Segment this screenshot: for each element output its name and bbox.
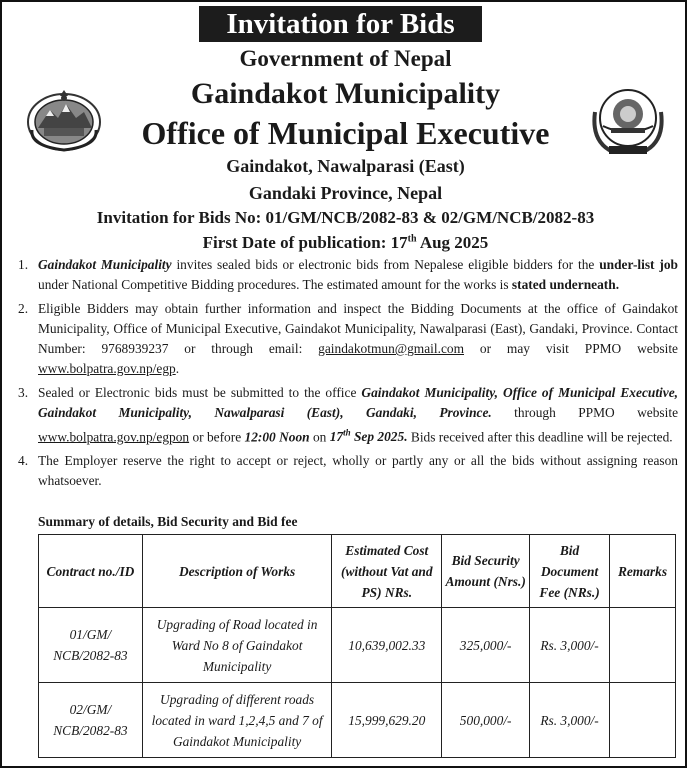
table-header-row <box>39 535 676 608</box>
cell-security: 325,000/- <box>442 608 530 683</box>
cell-fee: Rs. 3,000/- <box>530 608 610 683</box>
government-heading: Government of Nepal <box>239 46 452 71</box>
cell-cost: 10,639,002.33 <box>332 608 442 683</box>
header-description: Description of Works <box>142 535 332 608</box>
table-row <box>39 683 676 758</box>
cell-remarks <box>610 608 676 683</box>
office-heading: Office of Municipal Executive <box>141 115 550 151</box>
list-item: 1. Gaindakot Municipality invites sealed bids or electronic bids from Nepalese eligible bidders for the under-list job under National Competitive Bidding procedures. The estimated amount for the works is stated underneath. <box>18 257 678 292</box>
email-link[interactable]: gaindakotmun@gmail.com <box>318 341 465 356</box>
cell-contract: 02/GM/ NCB/2082-83 <box>39 683 143 758</box>
ppmo-website-link[interactable]: www.bolpatra.gov.np/egp <box>38 361 176 376</box>
header-remarks: Remarks <box>610 535 676 608</box>
notice-title: Invitation for Bids <box>199 6 482 42</box>
header-security: Bid Security Amount (Nrs.) <box>442 535 530 608</box>
list-item: 2. Eligible Bidders may obtain further information and inspect the Bidding Documents at the office of Gaindakot Municipality, Office of Municipal Executive, Gaindakot Municipality, Nawalparasi (East), Gandaki, Province. Contact Number: 9768939237 or through email: gaindakotmun@gmail.com or may visit PPMO website www.bolpatra.gov.np/egp. <box>18 301 678 376</box>
bid-summary-table <box>38 534 676 758</box>
cell-fee: Rs. 3,000/- <box>530 683 610 758</box>
list-item: 4. The Employer reserve the right to accept or reject, wholly or partly any or all the bids without assigning reason whatsoever. <box>18 453 678 489</box>
header-fee: Bid Document Fee (NRs.) <box>530 535 610 608</box>
summary-title: Summary of details, Bid Security and Bid fee <box>38 514 298 529</box>
list-item: 3. Sealed or Electronic bids must be submitted to the office Gaindakot Municipality, Office of Municipal Executive, Gaindakot Municipality, Nawalparasi (East), Gandaki, Province. through PPMO website www.bolpatra.gov.np/egpon or before 12:00 Noon on 17th Sep 2025. Bids received after this deadline will be rejected. <box>18 385 679 445</box>
cell-description: Upgrading of different roads located in ward 1,2,4,5 and 7 of Gaindakot Municipality <box>142 683 332 758</box>
cell-security: 500,000/- <box>442 683 530 758</box>
publication-date: First Date of publication: 17th Aug 2025 <box>202 233 489 252</box>
cell-cost: 15,999,629.20 <box>332 683 442 758</box>
notice-items <box>18 255 678 495</box>
cell-description: Upgrading of Road located in Ward No 8 of Gaindakot Municipality <box>142 608 332 683</box>
province-line: Gandaki Province, Nepal <box>248 183 443 203</box>
ppmo-egpon-link[interactable]: www.bolpatra.gov.np/egpon <box>38 429 190 445</box>
cell-remarks <box>610 683 676 758</box>
table-row <box>39 608 676 683</box>
cell-contract: 01/GM/ NCB/2082-83 <box>39 608 143 683</box>
header-cost: Estimated Cost (without Vat and PS) NRs. <box>332 535 442 608</box>
header-contract: Contract no./ID <box>39 535 143 608</box>
address-line: Gaindakot, Nawalparasi (East) <box>226 156 465 176</box>
ifb-number: Invitation for Bids No: 01/GM/NCB/2082-83 & 02/GM/NCB/2082-83 <box>96 208 595 227</box>
municipality-heading: Gaindakot Municipality <box>190 77 501 110</box>
